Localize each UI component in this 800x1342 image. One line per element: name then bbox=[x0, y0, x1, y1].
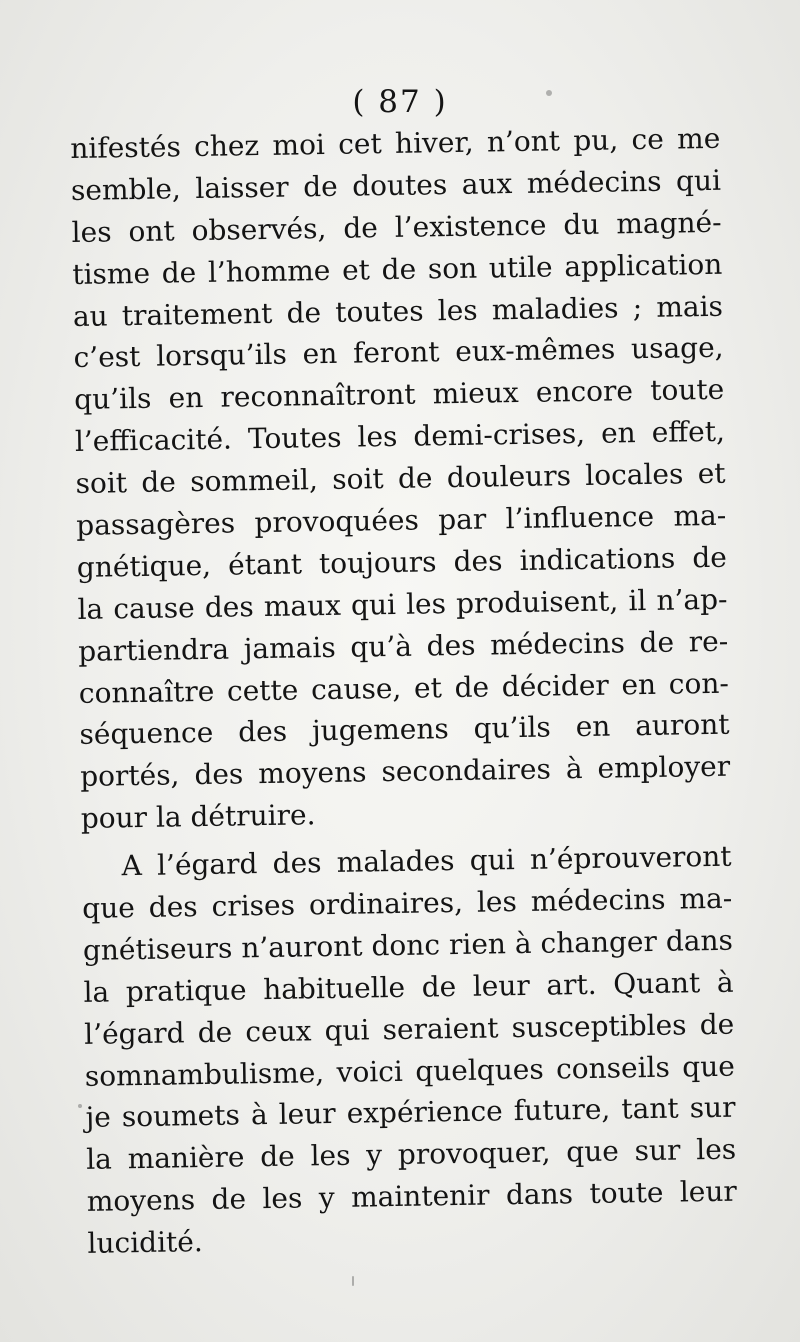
text-line: partiendra jamais qu’à des médecins de re- bbox=[77, 624, 729, 668]
text-line: portés, des moyens secondaires à employer bbox=[79, 750, 731, 794]
text-line: je soumets à leur expérience future, tant sur bbox=[85, 1091, 736, 1135]
text-line: semble, laisser de doutes aux médecins qui bbox=[70, 163, 722, 207]
text-line: que des crises ordinaires, les médecins ma- bbox=[82, 881, 733, 925]
page-number: ( 87 ) bbox=[352, 84, 448, 120]
text-line: soit de sommeil, soit de douleurs locales et bbox=[75, 456, 726, 501]
text-line: A l’égard des malades qui n’éprouveront bbox=[121, 839, 732, 883]
text-line: les ont observés, de l’existence du magné- bbox=[71, 205, 722, 249]
paragraph-1 bbox=[70, 118, 731, 840]
text-line: somnambulisme, voici quelques conseils que bbox=[84, 1049, 736, 1093]
text-line: l’égard de ceux qui seraient susceptibles de bbox=[83, 1007, 735, 1051]
text-line: c’est lorsqu’ils en feront eux-mêmes usage, bbox=[73, 331, 724, 375]
text-line: l’efficacité. Toutes les demi-crises, en effet, bbox=[74, 414, 726, 459]
text-line: gnétiseurs n’auront donc rien à changer dans bbox=[82, 923, 734, 967]
text-line: qu’ils en reconnaîtront mieux encore toute bbox=[74, 373, 725, 417]
text-line: nifestés chez moi cet hiver, n’ont pu, ce me bbox=[70, 121, 721, 165]
text-line: la pratique habituelle de leur art. Quant à bbox=[83, 965, 734, 1009]
text-line: moyens de les y maintenir dans toute leur bbox=[86, 1174, 738, 1219]
text-line: tisme de l’homme et de son utile application bbox=[72, 247, 723, 291]
text-line: connaître cette cause, et de décider en con- bbox=[78, 666, 730, 710]
text-line: au traitement de toutes les maladies ; mais bbox=[72, 289, 724, 333]
text-line: séquence des jugemens qu’ils en auront bbox=[79, 708, 730, 752]
text-line: la cause des maux qui les produisent, il n’ap- bbox=[77, 582, 728, 626]
text-line: pour la détruire. bbox=[80, 798, 316, 836]
body-text bbox=[70, 118, 738, 1265]
paragraph-2 bbox=[81, 836, 737, 1265]
text-line: lucidité. bbox=[87, 1225, 204, 1261]
text-line: passagères provoquées par l’influence ma- bbox=[75, 498, 727, 542]
text-line: la manière de les y provoquer, que sur les bbox=[85, 1133, 737, 1177]
paper-speck bbox=[78, 1104, 82, 1108]
paper-speck bbox=[546, 90, 552, 96]
paper-speck bbox=[352, 1276, 354, 1286]
text-line: gnétique, étant toujours des indications de bbox=[76, 540, 728, 584]
